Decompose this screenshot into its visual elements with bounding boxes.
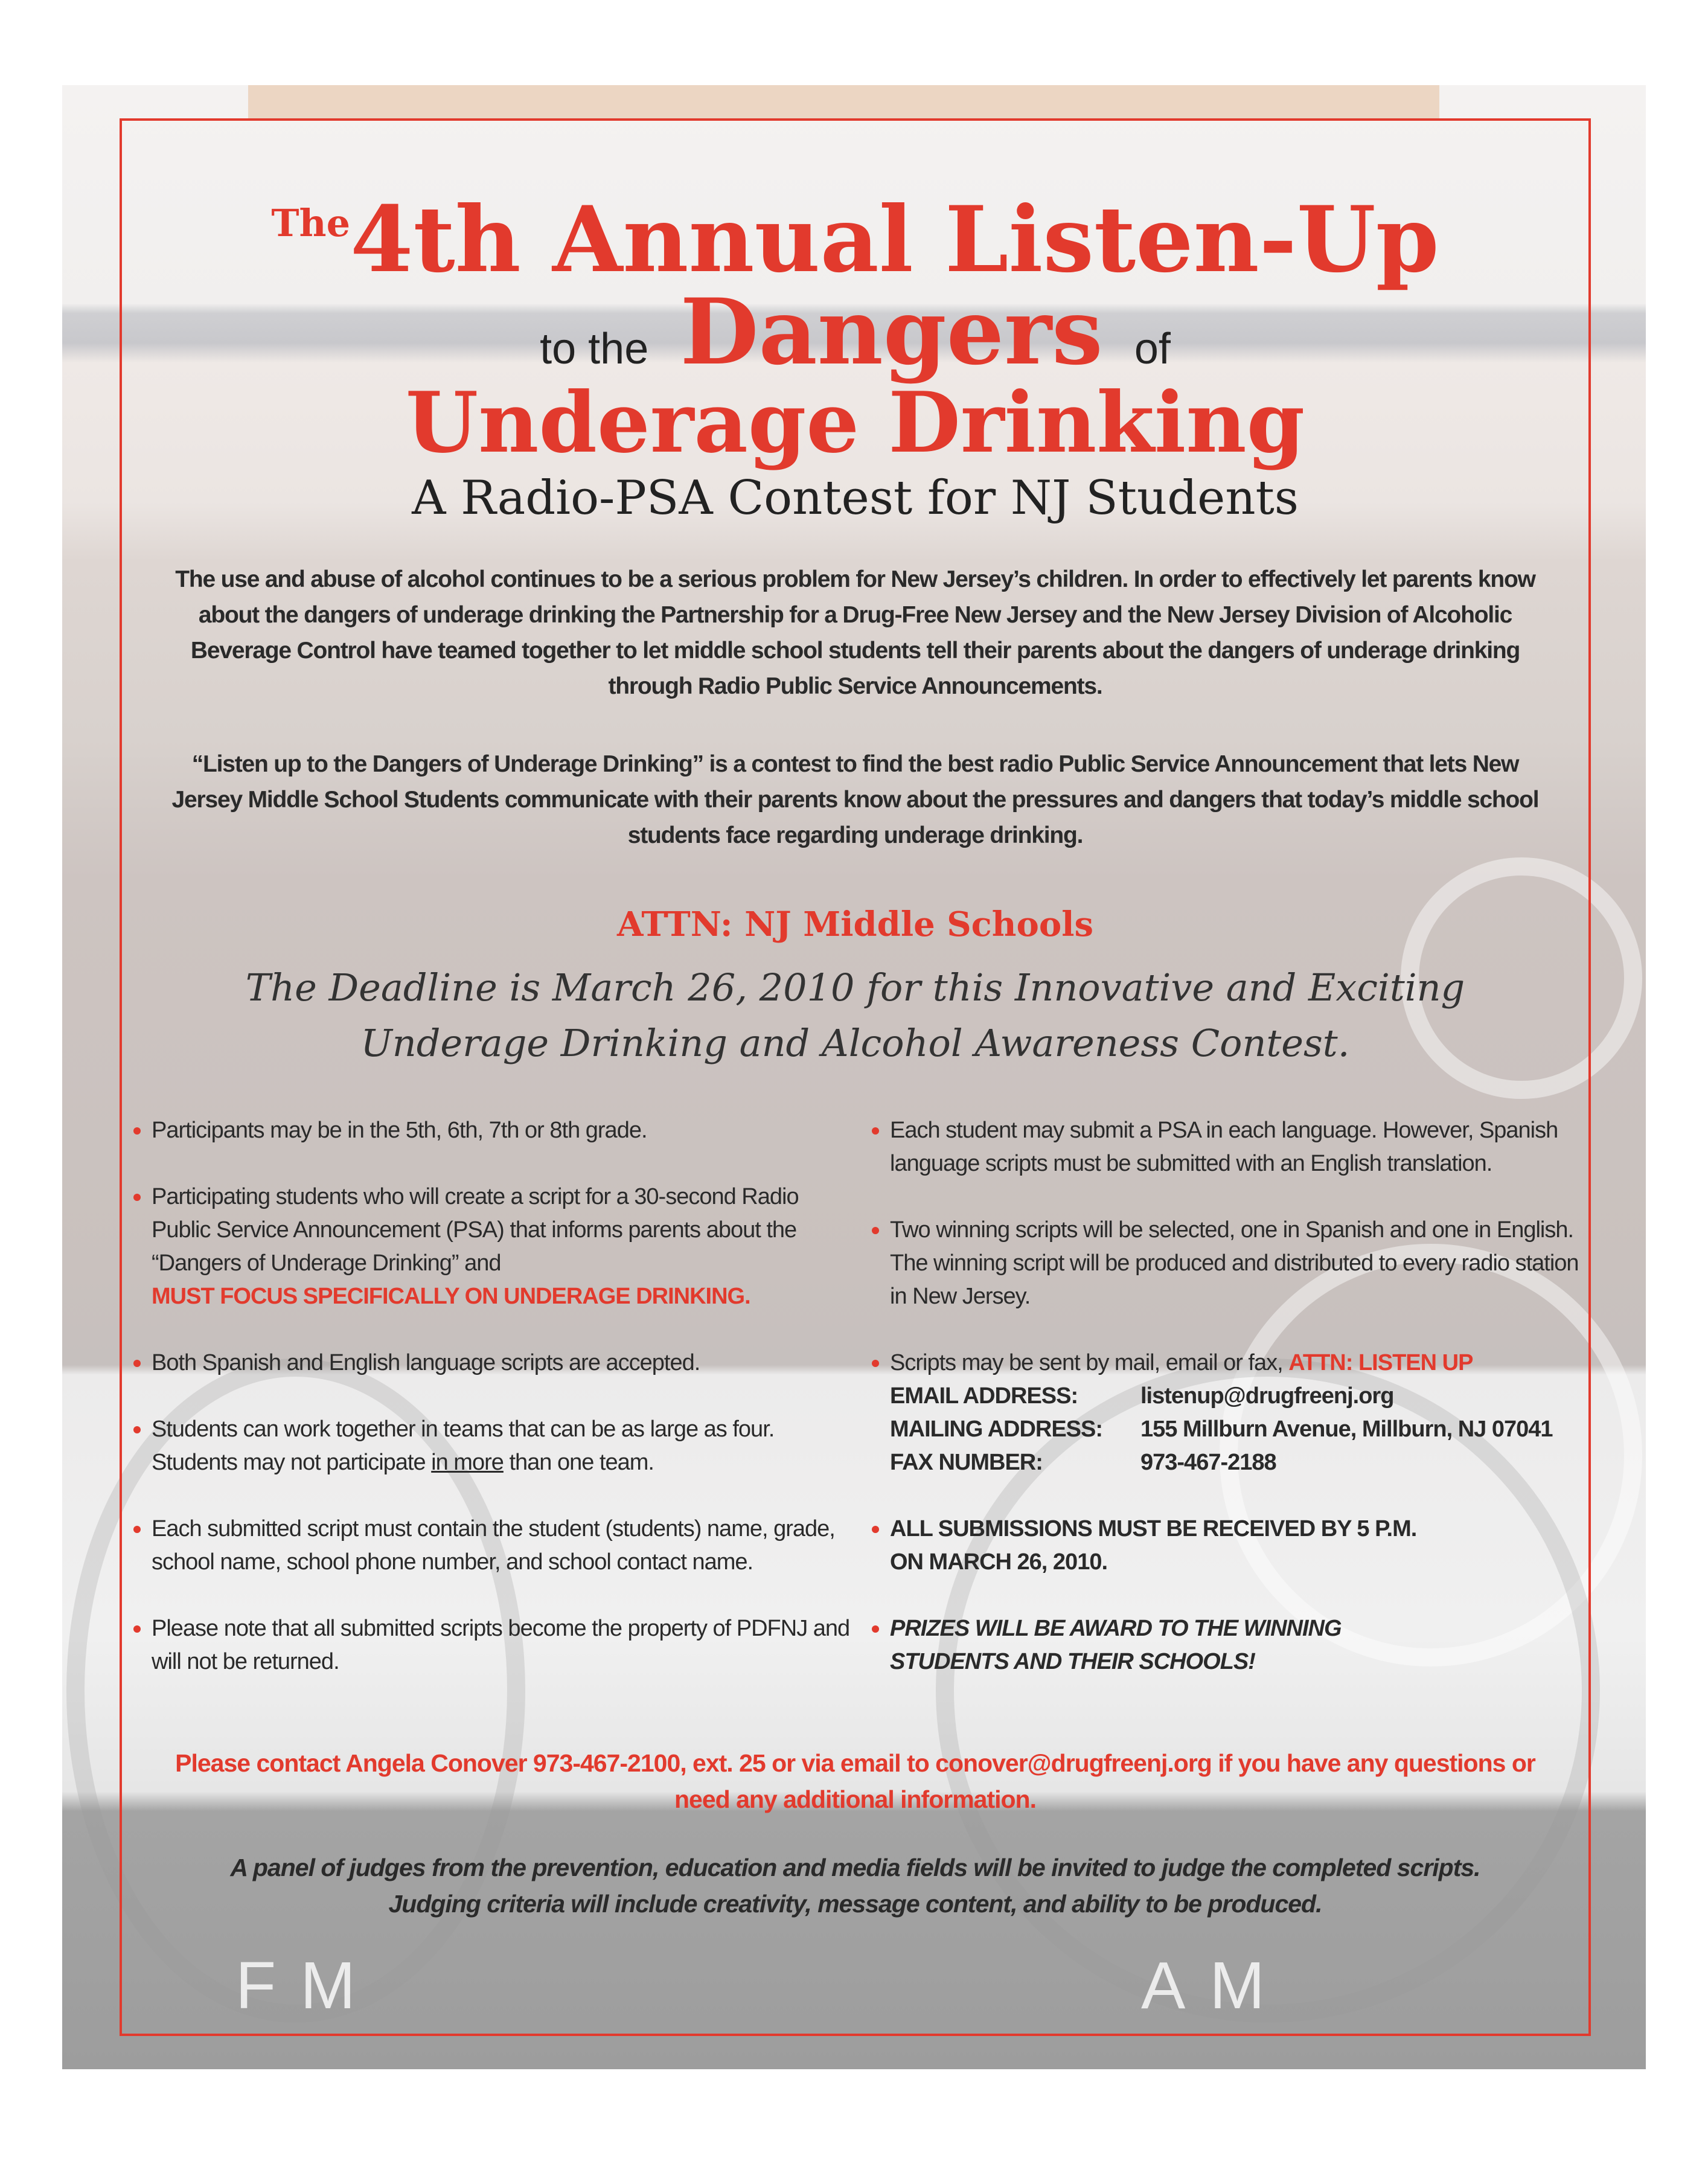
title-line-1	[120, 172, 1591, 291]
list-item: Each submitted script must contain the student (students) name, grade, school name, school phone number, and school contact name.	[133, 1513, 858, 1579]
title-dangers: Dangers	[680, 279, 1103, 385]
item-emphasis: ATTN: LISTEN UP	[1288, 1350, 1473, 1375]
list-item	[133, 1413, 858, 1479]
title-line-3: Underage Drinking	[405, 373, 1305, 472]
list-item: Participants may be in the 5th, 6th, 7th or 8th grade.	[133, 1114, 858, 1147]
title-of: of	[1134, 325, 1171, 373]
item-text: Scripts may be sent by mail, email or fax,	[890, 1350, 1289, 1375]
list-item	[133, 1180, 858, 1313]
deadline-line: The Deadline is March 26, 2010 for this Innovative and Exciting	[245, 965, 1465, 1010]
item-text: Students can work together in teams that can be as large as four. Students may not participate	[152, 1417, 775, 1475]
judging-info	[120, 1849, 1591, 1922]
list-item: Two winning scripts will be selected, one in Spanish and one in English. The winning script will be produced and distributed to every radio station in New Jersey.	[872, 1214, 1584, 1313]
deadline-line: Underage Drinking and Alcohol Awareness Contest.	[360, 1021, 1350, 1065]
mailing-label: MAILING ADDRESS:	[890, 1417, 1103, 1442]
contest-paragraph: “Listen up to the Dangers of Underage Drinking” is a contest to find the best radio Public Service Announcement that lets New Jersey Middle School Students communicate with their parents know about the pressures and dangers that today’s middle school students face regarding underage drinking.	[171, 751, 1539, 848]
am-label: AM	[1141, 1948, 1289, 2023]
list-item: ALL SUBMISSIONS MUST BE RECEIVED BY 5 P.M. ON MARCH 26, 2010.	[872, 1513, 1584, 1579]
list-item: Both Spanish and English language scripts are accepted.	[133, 1346, 858, 1380]
list-item	[872, 1346, 1584, 1479]
email-link[interactable]: listenup@drugfreenj.org	[1140, 1383, 1394, 1409]
rules-left-column	[133, 1114, 858, 1712]
item-emphasis: MUST FOCUS SPECIFICALLY ON UNDERAGE DRINKING.	[152, 1284, 750, 1309]
mailing-address: 155 Millburn Avenue, Millburn, NJ 07041	[1140, 1417, 1553, 1442]
attn-heading: ATTN: NJ Middle Schools	[616, 904, 1093, 944]
title-to-the: to the	[540, 325, 649, 373]
deadline-text	[120, 960, 1591, 1071]
email-row	[890, 1380, 1584, 1413]
item-text: Participating students who will create a script for a 30-second Radio Public Service Announcement (PSA) that informs parents about the “Dangers of Underage Drinking” and	[152, 1184, 799, 1276]
mailing-row	[890, 1413, 1584, 1446]
item-underline: in more	[431, 1450, 504, 1475]
subtitle: A Radio-PSA Contest for NJ Students	[412, 471, 1299, 525]
background-strip	[248, 85, 1439, 118]
list-item: Please note that all submitted scripts become the property of PDFNJ and will not be returned.	[133, 1612, 858, 1679]
rules-right-column	[872, 1114, 1584, 1712]
title-the: The	[271, 201, 351, 245]
fax-label: FAX NUMBER:	[890, 1450, 1043, 1475]
item-text: than one team.	[503, 1450, 654, 1475]
fm-label: FM	[235, 1948, 380, 2023]
judging-line: A panel of judges from the prevention, education and media fields will be invited to judge the completed scripts.	[230, 1854, 1480, 1881]
intro-paragraph: The use and abuse of alcohol continues to be a serious problem for New Jersey’s children. In order to effectively let parents know about the dangers of underage drinking the Partnership for a Drug-Free New Jersey and the New Jersey Division of Alcoholic Beverage Control have teamed together to let middle school students tell their parents about the dangers of underage drinking through Radio Public Service Announcements.	[175, 566, 1535, 699]
fax-row	[890, 1446, 1584, 1479]
fax-number: 973-467-2188	[1140, 1450, 1276, 1475]
list-item: PRIZES WILL BE AWARD TO THE WINNING STUDENTS AND THEIR SCHOOLS!	[872, 1612, 1584, 1679]
email-label: EMAIL ADDRESS:	[890, 1383, 1078, 1409]
judging-line: Judging criteria will include creativity, message content, and ability to be produced.	[388, 1890, 1322, 1918]
title-main: 4th Annual Listen-Up	[350, 187, 1439, 293]
contact-info: Please contact Angela Conover 973-467-2100, ext. 25 or via email to conover@drugfreenj.org if you have any questions or need any additional information.	[175, 1749, 1535, 1813]
list-item: Each student may submit a PSA in each language. However, Spanish language scripts must be submitted with an English translation.	[872, 1114, 1584, 1180]
